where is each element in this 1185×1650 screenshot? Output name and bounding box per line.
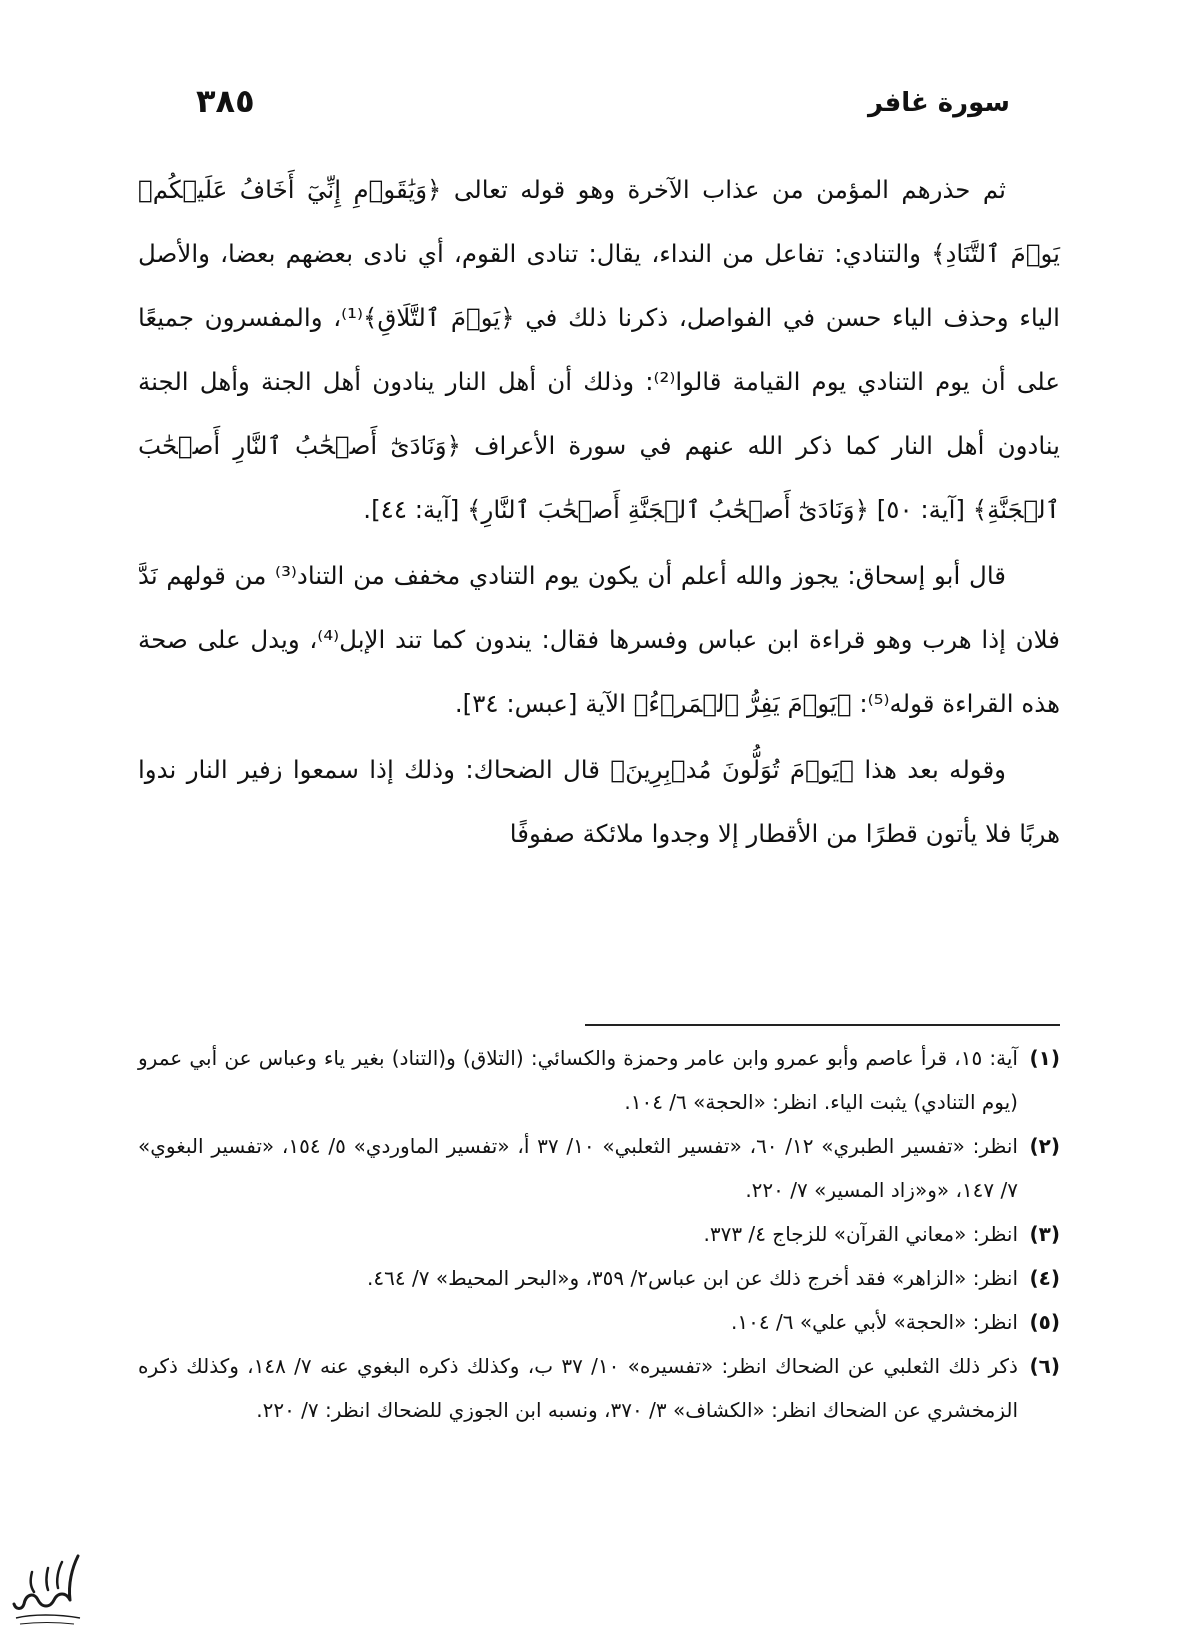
footnote-text: انظر: «الحجة» لأبي علي» ٦/ ١٠٤. (731, 1310, 1018, 1334)
footnote-text: ذكر ذلك الثعلبي عن الضحاك انظر: «تفسيره» ١٠/ ٣٧ ب، وكذلك ذكره البغوي عنه ٧/ ١٤٨، وكذلك ذكره الزمخشري عن الضحاك انظر: «الكشاف» ٣/ ٣٧٠، ونسبه ابن الجوزي للضحاك انظر: ٧/ ٢٢٠. (138, 1354, 1018, 1422)
main-text (138, 158, 1060, 866)
footnotes (138, 1036, 1060, 1432)
footnote-3 (138, 1212, 1060, 1256)
footnote-number: (٦) (1029, 1354, 1060, 1378)
footnote-1 (138, 1036, 1060, 1124)
library-stamp-logo (8, 1548, 86, 1630)
footnote-6 (138, 1344, 1060, 1432)
page-number: ٣٨٥ (196, 82, 255, 120)
footnote-text: انظر: «الزاهر» فقد أخرج ذلك عن ابن عباس٢/ ٣٥٩، و«البحر المحيط» ٧/ ٤٦٤. (367, 1266, 1018, 1290)
footnote-number: (٤) (1029, 1266, 1060, 1290)
footnote-text: انظر: «تفسير الطبري» ١٢/ ٦٠، «تفسير الثعلبي» ١٠/ ٣٧ أ، «تفسير الماوردي» ٥/ ١٥٤، «تفسير البغوي» ٧/ ١٤٧، «و«زاد المسير» ٧/ ٢٢٠. (138, 1134, 1018, 1202)
running-header (178, 82, 1010, 132)
surah-title: سورة غافر (868, 88, 1010, 118)
footnote-number: (٣) (1029, 1222, 1060, 1246)
footnote-number: (٢) (1029, 1134, 1060, 1158)
paragraph-1: ثم حذرهم المؤمن من عذاب الآخرة وهو قوله تعالى ﴿وَيَٰقَوۡمِ إِنِّيٓ أَخَافُ عَلَيۡكُمۡ يَوۡمَ ٱلتَّنَادِ﴾ والتنادي: تفاعل من النداء، يقال: تنادى القوم، أي نادى بعضهم بعضا، والأصل الياء وحذف الياء حسن في الفواصل، ذكرنا ذلك في ﴿يَوۡمَ ٱلتَّلَاقِ﴾⁽¹⁾، والمفسرون جميعًا على أن يوم التنادي يوم القيامة قالوا⁽²⁾: وذلك أن أهل النار ينادون أهل الجنة وأهل الجنة ينادون أهل النار كما ذكر الله عنهم في سورة الأعراف ﴿وَنَادَىٰٓ أَصۡحَٰبُ ٱلنَّارِ أَصۡحَٰبَ ٱلۡجَنَّةِ﴾ [آية: ٥٠] ﴿وَنَادَىٰٓ أَصۡحَٰبُ ٱلۡجَنَّةِ أَصۡحَٰبَ ٱلنَّارِ﴾ [آية: ٤٤]. (138, 175, 1060, 524)
paragraph-2: قال أبو إسحاق: يجوز والله أعلم أن يكون يوم التنادي مخفف من التناد⁽³⁾ من قولهم نَدَّ فلان إذا هرب وهو قراءة ابن عباس وفسرها فقال: يندون كما تند الإبل⁽⁴⁾، ويدل على صحة هذه القراءة قوله⁽⁵⁾: ﴿يَوۡمَ يَفِرُّ ٱلۡمَرۡءُ﴾ الآية [عبس: ٣٤]. (138, 561, 1060, 718)
footnote-4 (138, 1256, 1060, 1300)
paragraph-3: وقوله بعد هذا ﴿يَوۡمَ تُوَلُّونَ مُدۡبِرِينَ﴾ قال الضحاك: وذلك إذا سمعوا زفير النار ندوا هربًا فلا يأتون قطرًا من الأقطار إلا وجدوا ملائكة صفوفًا (138, 755, 1060, 848)
footnote-text: آية: ١٥، قرأ عاصم وأبو عمرو وابن عامر وحمزة والكسائي: (التلاق) و(التناد) بغير ياء وعباس عن أبي عمرو (يوم التنادي) يثبت الياء. انظر: «الحجة» ٦/ ١٠٤. (138, 1046, 1018, 1114)
footnote-2 (138, 1124, 1060, 1212)
footnote-5 (138, 1300, 1060, 1344)
footnote-text: انظر: «معاني القرآن» للزجاج ٤/ ٣٧٣. (703, 1222, 1018, 1246)
footnote-divider (585, 1024, 1060, 1026)
footnote-number: (٥) (1029, 1310, 1060, 1334)
footnote-number: (١) (1029, 1046, 1060, 1070)
